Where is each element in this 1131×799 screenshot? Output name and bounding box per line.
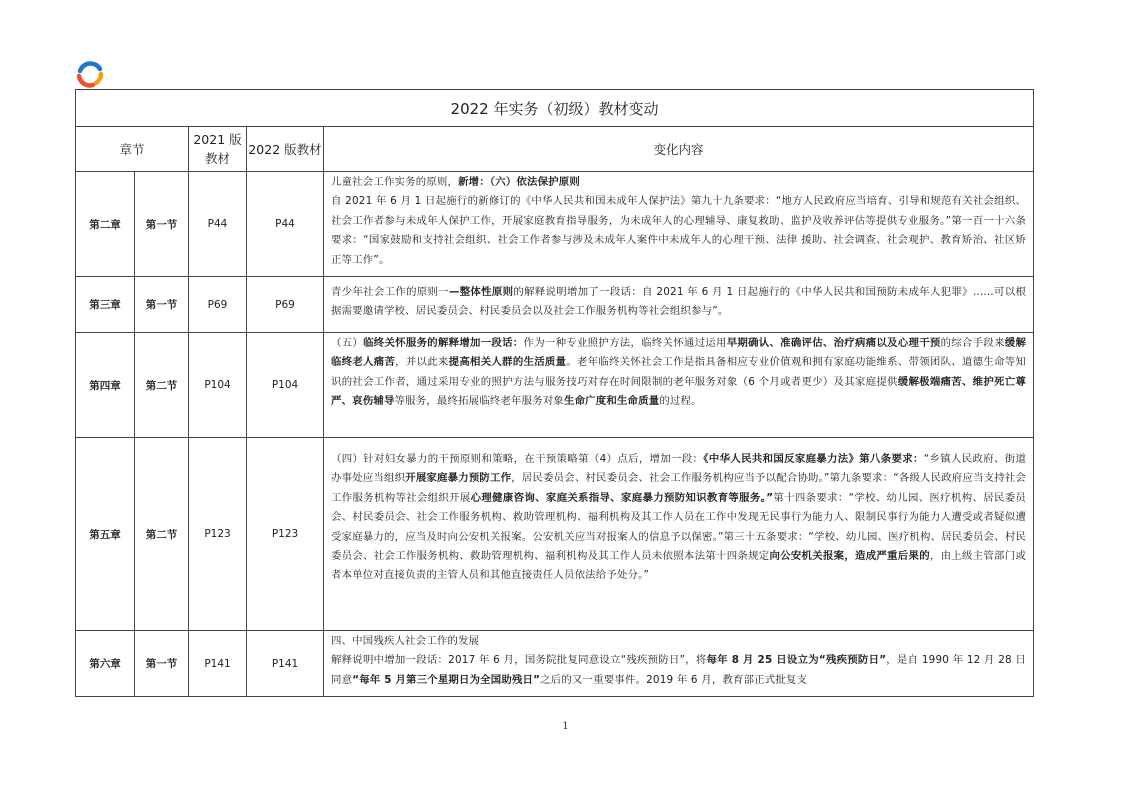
change-content: 青少年社会工作的原则一—整体性原则的解释说明增加了一段话：自 2021 年 6 月 1 日起施行的《中华人民共和国预防未成年人犯罪》......可以根据需要邀请学校、居民委员会、村民委员会以及社会工作服务机构等社会组织参与”。 <box>324 277 1034 333</box>
page-2022-cell: P69 <box>247 277 324 333</box>
change-content: 四、中国残疾人社会工作的发展 解释说明中增加一段话：2017 年 6 月，国务院批复同意设立“残疾预防日”，将每年 8 月 25 日设立为“残疾预防日”，是自 1990 年 12 月 28 日同意“每年 5 月第三个星期日为全国助残日”之后的又一重要事件。2019 年 6 月，教育部正式批复支 <box>324 631 1034 697</box>
table-row <box>76 631 1034 697</box>
table-row <box>76 438 1034 631</box>
chapter-cell: 第六章 <box>76 631 135 697</box>
page-2022-cell: P44 <box>247 172 324 277</box>
change-content: 儿童社会工作实务的原则，新增：（六）依法保护原则 自 2021 年 6 月 1 日起施行的新修订的《中华人民共和国未成年人保护法》第九十九条要求：“地方人民政府应当培育、引导和规范有关社会组织、社会工作者参与未成年人保护工作，开展家庭教育指导服务，为未成年人的心理辅导、康复救助、监护及收养评估等提供专业服务。”第一百一十六条要求：“国家鼓励和支持社会组织、社会工作者参与涉及未成年人案件中未成年人的心理干预、法律 援助、社会调查、社会观护、教育矫治、社区矫正等工作”。 <box>324 172 1034 277</box>
header-changes: 变化内容 <box>324 127 1034 172</box>
table-title: 2022 年实务（初级）教材变动 <box>76 90 1034 127</box>
chapter-cell: 第四章 <box>76 333 135 438</box>
page-2022-cell: P123 <box>247 438 324 631</box>
page-2021-cell: P44 <box>189 172 247 277</box>
page-2021-cell: P104 <box>189 333 247 438</box>
table-row <box>76 172 1034 277</box>
change-content: （四）针对妇女暴力的干预原则和策略，在干预策略第（4）点后，增加一段：《中华人民共和国反家庭暴力法》第八条要求：“乡镇人民政府、街道办事处应当组织开展家庭暴力预防工作，居民委员会、村民委员会、社会工作服务机构应当予以配合协助。”第九条要求：“各级人民政府应当支持社会工作服务机构等社会组织开展心理健康咨询、家庭关系指导、家庭暴力预防知识教育等服务。”第十四条要求：“学校、幼儿园、医疗机构、居民委员会、村民委员会、社会工作服务机构、救助管理机构、福利机构及其工作人员在工作中发现无民事行为能力人、限制民事行为能力人遭受或者疑似遭受家庭暴力的，应当及时向公安机关报案。公安机关应当对报案人的信息予以保密。”第三十五条要求：“学校、幼儿园、医疗机构、居民委员会、村民委员会、社会工作服务机构、救助管理机构、福利机构及其工作人员未依照本法第十四条规定向公安机关报案，造成严重后果的，由上级主管部门或者本单位对直接负责的主管人员和其他直接责任人员依法给予处分。” <box>324 438 1034 631</box>
header-2021-edition: 2021 版教材 <box>189 127 247 172</box>
section-cell: 第一节 <box>135 172 189 277</box>
page-number: 1 <box>562 721 569 732</box>
section-cell: 第一节 <box>135 631 189 697</box>
page-2022-cell: P104 <box>247 333 324 438</box>
header-2022-edition: 2022 版教材 <box>247 127 324 172</box>
chapter-cell: 第三章 <box>76 277 135 333</box>
section-cell: 第二节 <box>135 438 189 631</box>
change-content: （五）临终关怀服务的解释增加一段话：作为一种专业照护方法，临终关怀通过运用早期确认、准确评估、治疗病痛以及心理干预的综合手段来缓解临终老人痛苦，并以此来提高相关人群的生活质量。老年临终关怀社会工作是指具备相应专业价值观和拥有家庭功能维系、带领团队、道德生命等知识的社会工作者，通过采用专业的照护方法与服务技巧对存在时间限制的老年服务对象（6 个月或者更少）及其家庭提供缓解极端痛苦、维护死亡尊严、哀伤辅导等服务，最终拓展临终老年服务对象生命广度和生命质量的过程。 <box>324 333 1034 438</box>
chapter-cell: 第五章 <box>76 438 135 631</box>
page-2021-cell: P69 <box>189 277 247 333</box>
page-2022-cell: P141 <box>247 631 324 697</box>
page-2021-cell: P123 <box>189 438 247 631</box>
table-row <box>76 277 1034 333</box>
section-cell: 第二节 <box>135 333 189 438</box>
chapter-cell: 第二章 <box>76 172 135 277</box>
header-chapter: 章节 <box>76 127 189 172</box>
company-logo <box>76 60 104 88</box>
section-cell: 第一节 <box>135 277 189 333</box>
changes-table <box>75 89 1034 697</box>
table-row <box>76 333 1034 438</box>
page-2021-cell: P141 <box>189 631 247 697</box>
